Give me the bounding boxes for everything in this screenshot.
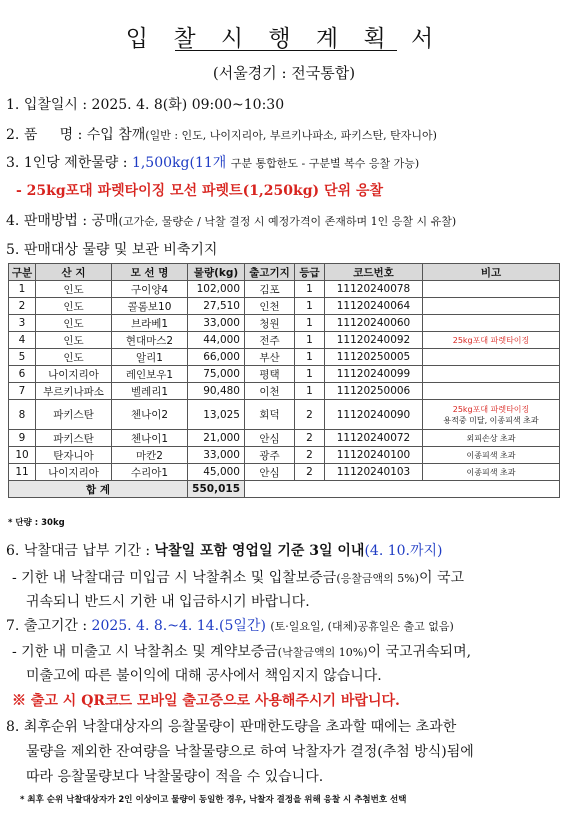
origin-cell: 나이지리아 bbox=[36, 464, 112, 481]
section-8-line1: 최후순위 낙찰대상자의 응찰물량이 판매한도량을 초과할 때에는 초과한 bbox=[23, 719, 457, 735]
table-row bbox=[9, 464, 560, 481]
section-label: 판매대상 물량 및 보관 비축기지 bbox=[23, 242, 218, 258]
table-row bbox=[9, 383, 560, 400]
pallet-bid-notice: - 25kg포대 파렛타이징 모선 파렛트(1,250kg) 단위 응찰 bbox=[16, 183, 383, 199]
remark-cell bbox=[423, 366, 560, 383]
origin-cell: 파키스탄 bbox=[36, 400, 112, 430]
ship-name-cell: 수리아1 bbox=[112, 464, 188, 481]
grade-cell: 1 bbox=[295, 332, 325, 349]
ship-name-cell: 알리1 bbox=[112, 349, 188, 366]
remark-cell bbox=[423, 349, 560, 366]
quantity-cell: 44,000 bbox=[188, 332, 245, 349]
item-origins: (일반 : 인도, 나이지리아, 부르키나파소, 파키스탄, 탄자니아) bbox=[145, 129, 437, 142]
table-row bbox=[9, 349, 560, 366]
row-number: 5 bbox=[9, 349, 36, 366]
storage-base-cell: 김포 bbox=[245, 281, 295, 298]
section-number: 1. bbox=[6, 97, 20, 113]
row-number: 10 bbox=[9, 447, 36, 464]
payment-deadline: 낙찰일 포함 영업일 기준 3일 이내 bbox=[154, 543, 365, 559]
section-label: 1인당 제한물량 bbox=[23, 155, 119, 171]
remark-cell bbox=[423, 332, 560, 349]
row-number: 1 bbox=[9, 281, 36, 298]
ship-name-cell: 현대마스2 bbox=[112, 332, 188, 349]
grade-cell: 2 bbox=[295, 464, 325, 481]
item-name: 수입 참깨 bbox=[86, 127, 146, 143]
origin-cell: 탄자니아 bbox=[36, 447, 112, 464]
storage-base-cell: 부산 bbox=[245, 349, 295, 366]
code-cell: 11120240060 bbox=[325, 315, 423, 332]
col-header: 물량(kg) bbox=[188, 264, 245, 281]
quantity-cell: 90,480 bbox=[188, 383, 245, 400]
quantity-cell: 102,000 bbox=[188, 281, 245, 298]
row-number: 2 bbox=[9, 298, 36, 315]
code-cell: 11120240090 bbox=[325, 400, 423, 430]
section-label: 낙찰대금 납부 기간 : bbox=[23, 543, 151, 559]
total-blank bbox=[245, 481, 560, 498]
table-row bbox=[9, 430, 560, 447]
section-1 bbox=[6, 94, 284, 114]
ship-name-cell: 브라베1 bbox=[112, 315, 188, 332]
grade-cell: 1 bbox=[295, 281, 325, 298]
section-3 bbox=[6, 152, 419, 172]
code-cell: 11120240103 bbox=[325, 464, 423, 481]
ship-name-cell: 레인보우1 bbox=[112, 366, 188, 383]
origin-cell: 파키스탄 bbox=[36, 430, 112, 447]
remark-red: 25kg포대 파렛타이징 bbox=[452, 335, 530, 345]
code-cell: 11120240078 bbox=[325, 281, 423, 298]
remark-red: 25kg포대 파렛타이징 bbox=[452, 404, 530, 414]
grade-cell: 1 bbox=[295, 349, 325, 366]
col-header: 모 선 명 bbox=[112, 264, 188, 281]
storage-base-cell: 회덕 bbox=[245, 400, 295, 430]
remark-cell bbox=[423, 464, 560, 481]
section-8-line2: 물량을 제외한 잔여량을 낙찰물량으로 하여 낙찰자가 결정(추첨 방식)됨에 bbox=[26, 744, 474, 760]
payment-date: (4. 10.까지) bbox=[364, 543, 443, 559]
quantity-cell: 33,000 bbox=[188, 447, 245, 464]
limit-amount: 1,500kg(11개 bbox=[131, 155, 227, 171]
remark-text: 이종피색 초과 bbox=[466, 467, 516, 477]
payment-warning-rate: (응찰금액의 5%) bbox=[336, 572, 420, 585]
table-row bbox=[9, 281, 560, 298]
table-row bbox=[9, 400, 560, 430]
ship-name-cell: 마칸2 bbox=[112, 447, 188, 464]
origin-cell: 인도 bbox=[36, 349, 112, 366]
title-underline bbox=[175, 50, 397, 51]
section-6 bbox=[6, 540, 443, 560]
section-number: 6. bbox=[6, 543, 20, 559]
grade-cell: 2 bbox=[295, 447, 325, 464]
storage-base-cell: 전주 bbox=[245, 332, 295, 349]
row-number: 7 bbox=[9, 383, 36, 400]
remark-text: 이종피색 초과 bbox=[466, 450, 516, 460]
quantity-cell: 66,000 bbox=[188, 349, 245, 366]
release-period: 2025. 4. 8.~4. 14.(5일간) bbox=[91, 618, 266, 634]
section-label: 품 명 bbox=[23, 127, 74, 143]
separator: : bbox=[122, 155, 128, 171]
total-row bbox=[9, 481, 560, 498]
remark-cell bbox=[423, 383, 560, 400]
table-row bbox=[9, 298, 560, 315]
col-header: 비고 bbox=[423, 264, 560, 281]
section-number: 2. bbox=[6, 127, 20, 143]
total-quantity: 550,015 bbox=[188, 481, 245, 498]
remark-cell bbox=[423, 298, 560, 315]
origin-cell: 부르키나파소 bbox=[36, 383, 112, 400]
bid-datetime: 2025. 4. 8(화) 09:00~10:30 bbox=[91, 97, 285, 113]
table-row bbox=[9, 447, 560, 464]
remark-text: 용적중 미달, 이종피색 초과 bbox=[443, 415, 539, 425]
code-cell: 11120250005 bbox=[325, 349, 423, 366]
stock-table bbox=[8, 263, 560, 498]
code-cell: 11120250006 bbox=[325, 383, 423, 400]
code-cell: 11120240100 bbox=[325, 447, 423, 464]
origin-cell: 인도 bbox=[36, 298, 112, 315]
row-number: 9 bbox=[9, 430, 36, 447]
qr-notice: ※ 출고 시 QR코드 모바일 출고증으로 사용해주시기 바랍니다. bbox=[12, 693, 400, 709]
code-cell: 11120240072 bbox=[325, 430, 423, 447]
grade-cell: 1 bbox=[295, 366, 325, 383]
release-warning-line2: 미출고에 따른 불이익에 대해 공사에서 책임지지 않습니다. bbox=[26, 668, 382, 684]
release-period-detail: (토·일요일, (대체)공휴일은 출고 없음) bbox=[270, 620, 454, 633]
row-number: 6 bbox=[9, 366, 36, 383]
remark-cell bbox=[423, 430, 560, 447]
grade-cell: 1 bbox=[295, 315, 325, 332]
code-cell: 11120240064 bbox=[325, 298, 423, 315]
document-subtitle: (서울경기 : 전국통합) bbox=[212, 64, 356, 82]
section-label: 판매방법 bbox=[23, 213, 78, 229]
separator: : bbox=[82, 97, 88, 113]
separator: : bbox=[82, 213, 88, 229]
release-warning-tail: 이 국고귀속되며, bbox=[367, 644, 472, 660]
quantity-cell: 27,510 bbox=[188, 298, 245, 315]
quantity-cell: 13,025 bbox=[188, 400, 245, 430]
storage-base-cell: 이천 bbox=[245, 383, 295, 400]
ship-name-cell: 첸나이1 bbox=[112, 430, 188, 447]
unit-weight-note: * 단량 : 30kg bbox=[8, 518, 65, 528]
section-4 bbox=[6, 210, 456, 230]
ship-name-cell: 벨레리1 bbox=[112, 383, 188, 400]
row-number: 4 bbox=[9, 332, 36, 349]
ship-name-cell: 첸나이2 bbox=[112, 400, 188, 430]
separator: : bbox=[77, 127, 83, 143]
document-title: 입 찰 시 행 계 획 서 bbox=[125, 26, 443, 52]
table-row bbox=[9, 366, 560, 383]
limit-detail: 구분 통합한도 - 구분별 복수 응찰 가능) bbox=[230, 157, 420, 170]
storage-base-cell: 안심 bbox=[245, 430, 295, 447]
col-header: 출고기지 bbox=[245, 264, 295, 281]
payment-warning bbox=[12, 567, 464, 587]
col-header: 등급 bbox=[295, 264, 325, 281]
storage-base-cell: 인천 bbox=[245, 298, 295, 315]
section-number: 3. bbox=[6, 155, 20, 171]
quantity-cell: 75,000 bbox=[188, 366, 245, 383]
origin-cell: 나이지리아 bbox=[36, 366, 112, 383]
row-number: 8 bbox=[9, 400, 36, 430]
grade-cell: 1 bbox=[295, 298, 325, 315]
remark-cell bbox=[423, 315, 560, 332]
section-5 bbox=[6, 239, 217, 259]
section-number: 5. bbox=[6, 242, 20, 258]
quantity-cell: 45,000 bbox=[188, 464, 245, 481]
col-header: 산 지 bbox=[36, 264, 112, 281]
storage-base-cell: 광주 bbox=[245, 447, 295, 464]
ship-name-cell: 콜롬보10 bbox=[112, 298, 188, 315]
release-warning bbox=[12, 641, 471, 661]
origin-cell: 인도 bbox=[36, 315, 112, 332]
remark-cell bbox=[423, 447, 560, 464]
section-label: 입찰일시 bbox=[23, 97, 78, 113]
table-row bbox=[9, 315, 560, 332]
footnote: * 최후 순위 낙찰대상자가 2인 이상이고 물량이 동일한 경우, 낙찰자 결정을 위해 응찰 시 추첨번호 선택 bbox=[20, 795, 407, 805]
grade-cell: 2 bbox=[295, 430, 325, 447]
table-header-row bbox=[9, 264, 560, 281]
payment-warning-line2: 귀속되니 반드시 기한 내 입금하시기 바랍니다. bbox=[26, 594, 310, 610]
section-number: 8. bbox=[6, 719, 20, 735]
total-label: 합 계 bbox=[9, 481, 188, 498]
section-8-line3: 따라 응찰물량보다 낙찰물량이 적을 수 있습니다. bbox=[26, 769, 324, 785]
col-header: 코드번호 bbox=[325, 264, 423, 281]
section-8 bbox=[6, 716, 456, 736]
section-label: 출고기간 : bbox=[23, 618, 88, 634]
storage-base-cell: 안심 bbox=[245, 464, 295, 481]
code-cell: 11120240092 bbox=[325, 332, 423, 349]
ship-name-cell: 구이양4 bbox=[112, 281, 188, 298]
row-number: 11 bbox=[9, 464, 36, 481]
release-warning-text: - 기한 내 미출고 시 낙찰취소 및 계약보증금 bbox=[12, 644, 278, 660]
section-2 bbox=[6, 124, 437, 144]
row-number: 3 bbox=[9, 315, 36, 332]
payment-warning-tail: 이 국고 bbox=[419, 570, 465, 586]
remark-cell bbox=[423, 400, 560, 430]
code-cell: 11120240099 bbox=[325, 366, 423, 383]
remark-text: 외피손상 초과 bbox=[466, 433, 516, 443]
grade-cell: 1 bbox=[295, 383, 325, 400]
table-row bbox=[9, 332, 560, 349]
sale-method-detail: (고가순, 물량순 / 낙찰 결정 시 예정가격이 존재하며 1인 응찰 시 유찰) bbox=[118, 215, 457, 228]
origin-cell: 인도 bbox=[36, 281, 112, 298]
grade-cell: 2 bbox=[295, 400, 325, 430]
storage-base-cell: 평택 bbox=[245, 366, 295, 383]
quantity-cell: 21,000 bbox=[188, 430, 245, 447]
origin-cell: 인도 bbox=[36, 332, 112, 349]
remark-cell bbox=[423, 281, 560, 298]
release-warning-rate: (낙찰금액의 10%) bbox=[277, 646, 368, 659]
col-header: 구분 bbox=[9, 264, 36, 281]
sale-method: 공매 bbox=[91, 213, 119, 229]
payment-warning-text: - 기한 내 낙찰대금 미입금 시 낙찰취소 및 입찰보증금 bbox=[12, 570, 337, 586]
section-number: 4. bbox=[6, 213, 20, 229]
section-number: 7. bbox=[6, 618, 20, 634]
quantity-cell: 33,000 bbox=[188, 315, 245, 332]
section-7 bbox=[6, 615, 454, 635]
storage-base-cell: 청원 bbox=[245, 315, 295, 332]
